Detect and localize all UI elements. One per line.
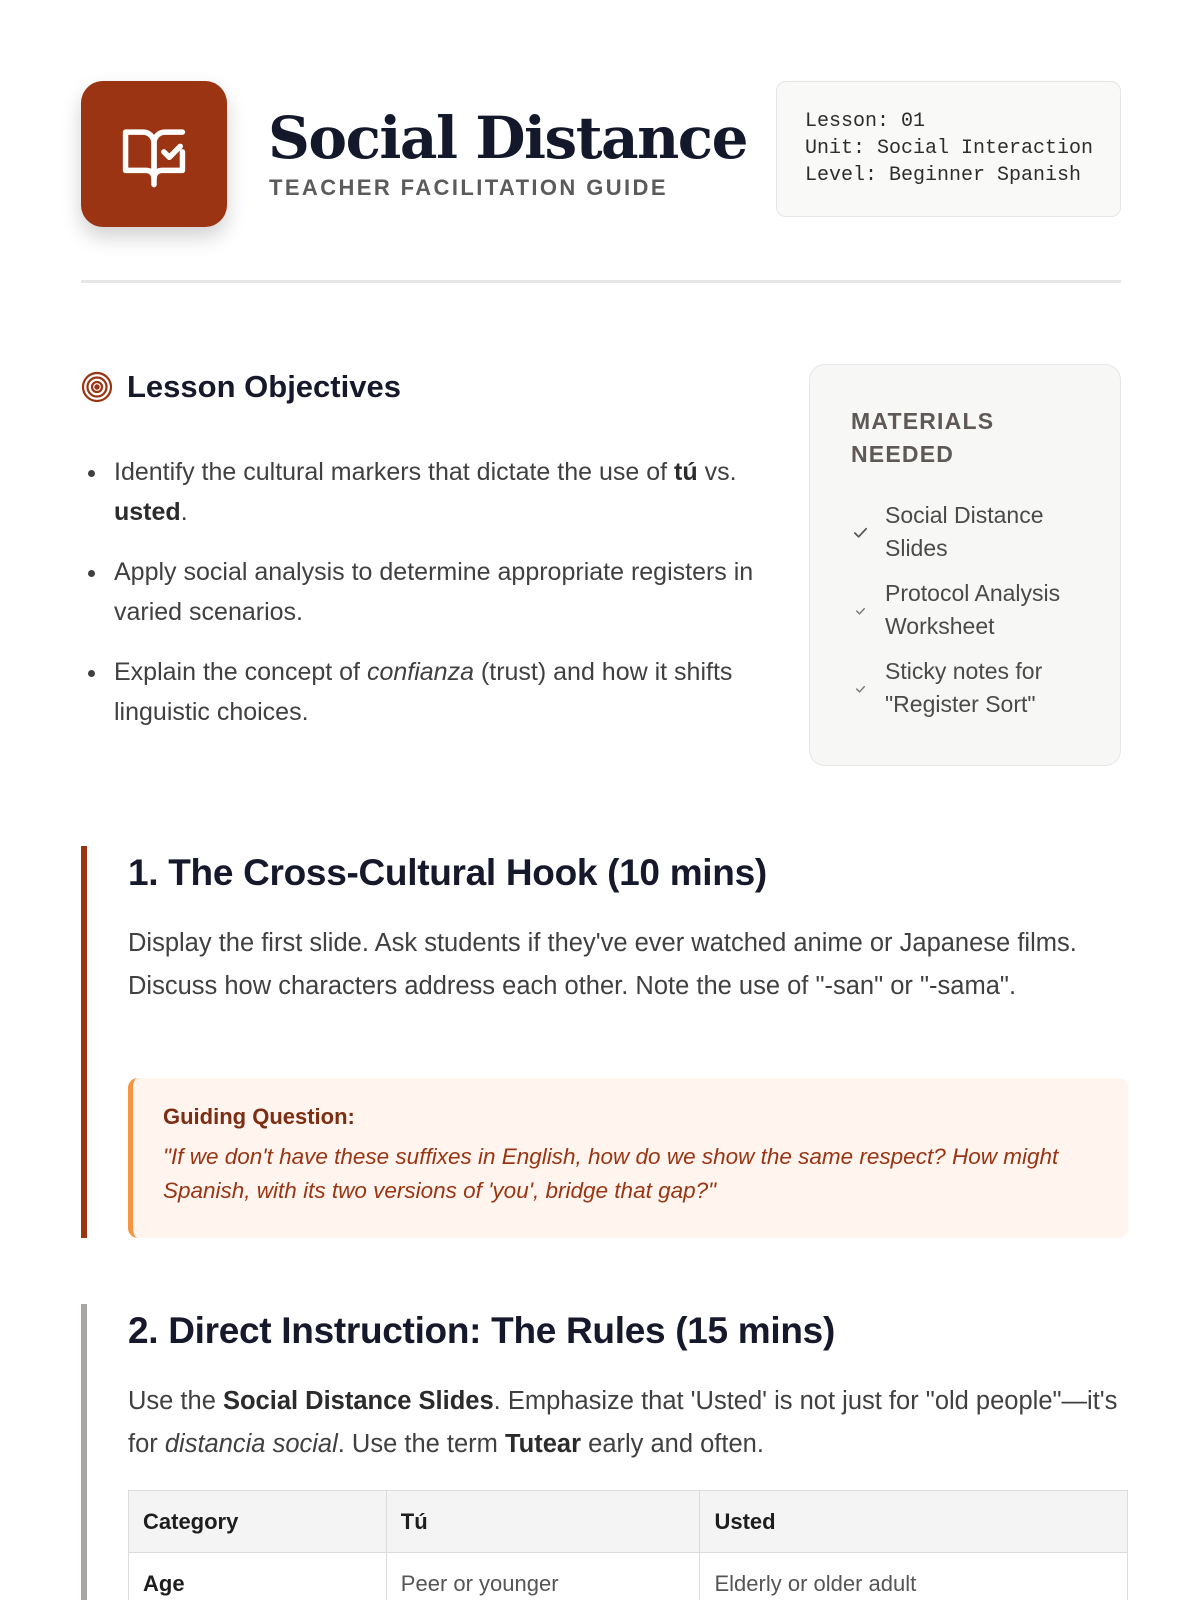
book-check-icon	[81, 81, 227, 227]
materials-title: MATERIALS NEEDED	[851, 408, 995, 467]
objective-item: Identify the cultural markers that dictate the use of tú vs. usted.	[85, 452, 765, 532]
check-icon	[851, 601, 870, 620]
material-item	[851, 655, 1080, 721]
objectives-title: Lesson Objectives	[127, 369, 401, 404]
objective-item: Explain the concept of confianza (trust) and how it shifts linguistic choices.	[85, 652, 765, 732]
lesson-level: Level: Beginner Spanish	[805, 164, 1082, 187]
page-title: Social Distance	[268, 104, 747, 172]
table-cell: Peer or younger	[386, 1553, 700, 1600]
page-subtitle: TEACHER FACILITATION GUIDE	[269, 175, 668, 200]
objective-item: Apply social analysis to determine appropriate registers in varied scenarios.	[85, 552, 765, 632]
material-item	[851, 499, 1080, 565]
objectives-heading	[81, 367, 401, 407]
section-body: Use the Social Distance Slides. Emphasize that 'Usted' is not just for "old people"—it's for distancia social. Use the term Tutear early and often.	[128, 1387, 1118, 1458]
material-label: Social Distance Slides	[885, 502, 1044, 561]
table-row	[129, 1553, 1128, 1600]
table-cell: Elderly or older adult	[700, 1553, 1128, 1600]
callout-label: Guiding Question:	[163, 1104, 355, 1129]
check-icon	[851, 523, 870, 542]
check-icon	[851, 679, 870, 698]
table-cell: Age	[129, 1553, 387, 1600]
materials-card	[809, 364, 1121, 766]
table-header-row	[129, 1491, 1128, 1553]
guiding-question-callout	[128, 1078, 1128, 1238]
section-title: 1. The Cross-Cultural Hook (10 mins)	[128, 852, 767, 893]
target-icon	[81, 371, 113, 403]
material-label: Sticky notes for "Register Sort"	[885, 658, 1043, 717]
section-hook	[81, 846, 1121, 1238]
column-header: Category	[129, 1491, 387, 1553]
callout-quote: "If we don't have these suffixes in English, how do we show the same respect? How might Spanish, with its two versions of 'you', bridge that gap?"	[163, 1144, 1059, 1203]
register-table	[128, 1490, 1128, 1600]
material-item	[851, 577, 1080, 643]
lesson-number: Lesson: 01	[805, 110, 926, 133]
lesson-meta-box	[776, 81, 1121, 217]
lesson-unit: Unit: Social Interaction	[805, 137, 1094, 160]
column-header: Usted	[700, 1491, 1128, 1553]
section-title: 2. Direct Instruction: The Rules (15 mins)	[128, 1310, 835, 1351]
header-divider	[81, 280, 1121, 283]
column-header: Tú	[386, 1491, 700, 1553]
section-body: Display the first slide. Ask students if they've ever watched anime or Japanese films. Discuss how characters address each other. Note the use of "-san" or "-sama".	[128, 929, 1077, 1000]
material-label: Protocol Analysis Worksheet	[885, 580, 1061, 639]
section-direct-instruction	[81, 1304, 1121, 1600]
objectives-list	[85, 452, 765, 752]
